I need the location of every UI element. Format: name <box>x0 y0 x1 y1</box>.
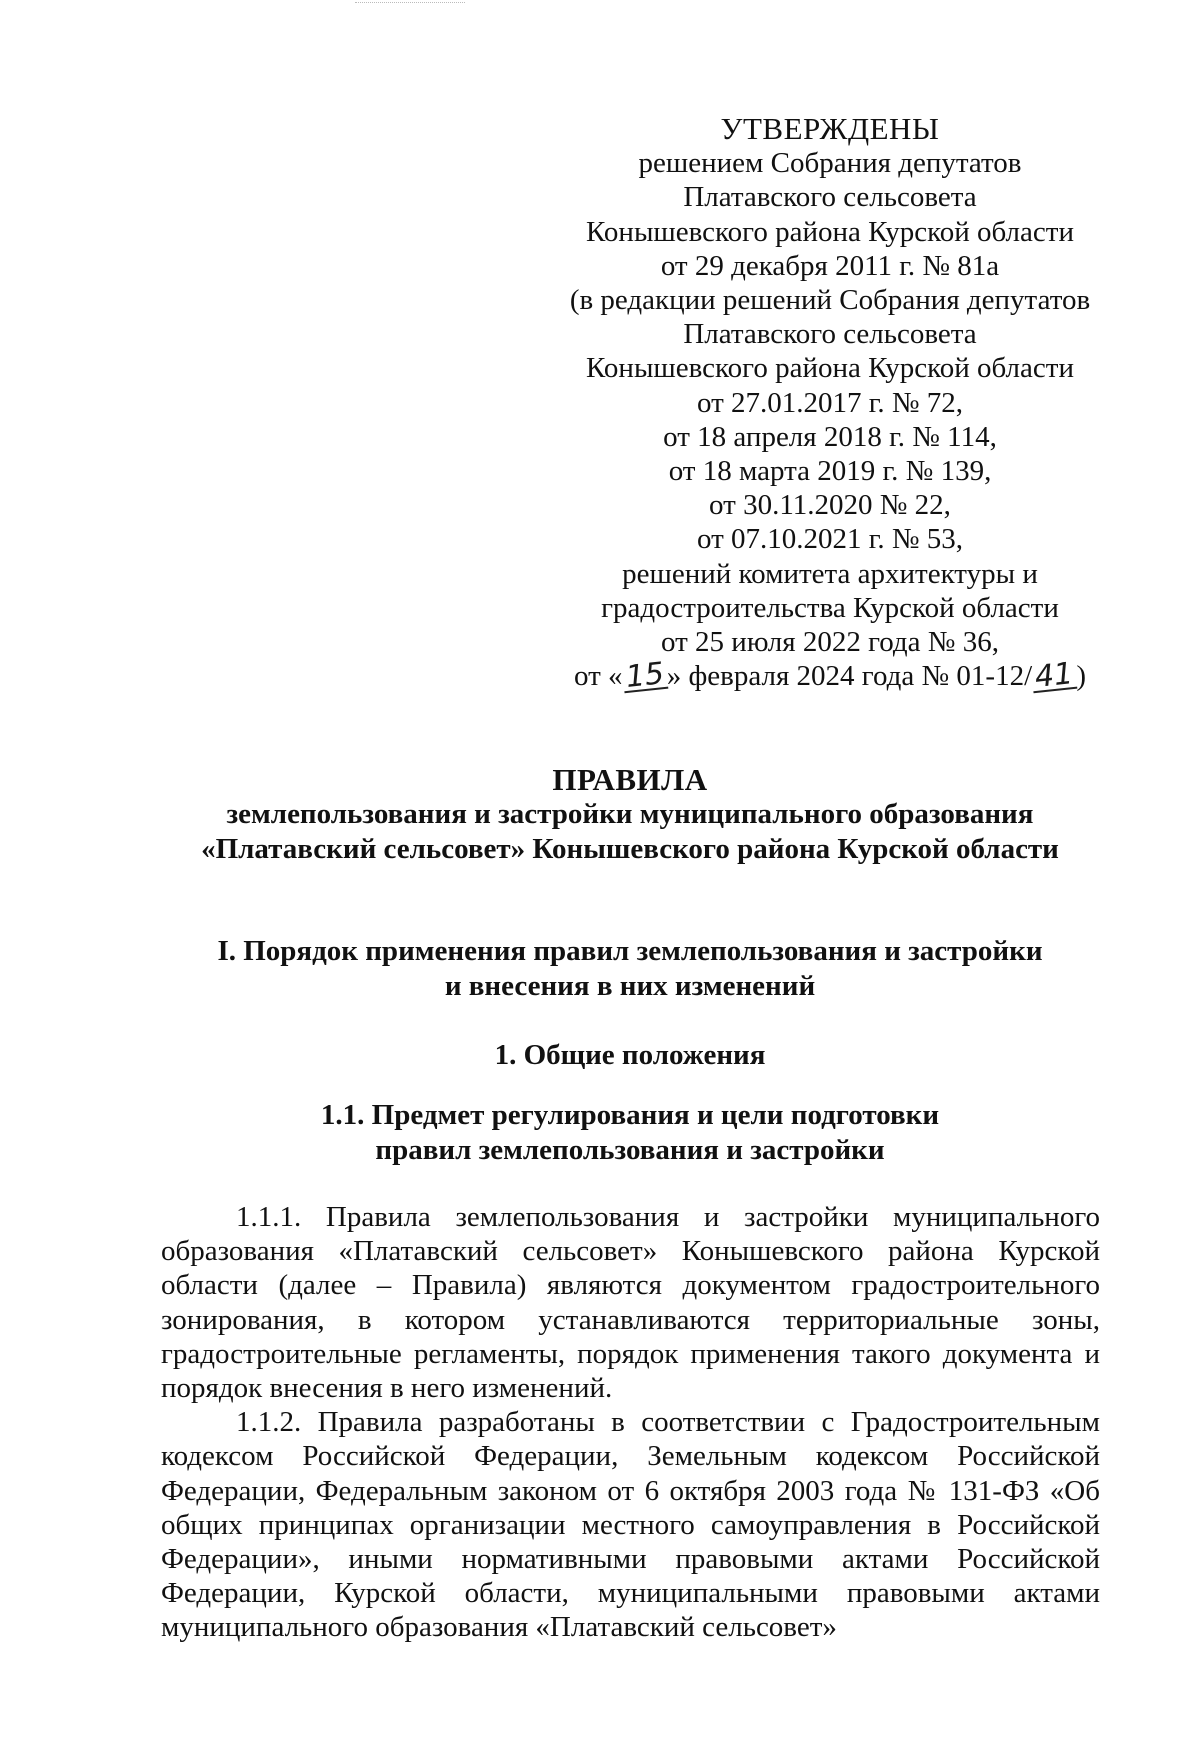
rules-title <box>150 762 1110 867</box>
approval-line: (в редакции решений Собрания депутатов <box>569 284 1091 317</box>
body-text <box>161 1200 1100 1645</box>
rules-title-line: «Платавский сельсовет» Конышевского района Курской области <box>201 833 1059 865</box>
approval-line: решений комитета архитектуры и <box>622 557 1038 590</box>
approval-line: от 18 апреля 2018 г. № 114, <box>663 420 997 453</box>
approval-line: решением Собрания депутатов <box>638 147 1022 180</box>
last-line-middle: » февраля 2024 года № 01-12/ <box>666 660 1033 693</box>
section-title <box>150 934 1110 1004</box>
approval-line: от 29 декабря 2011 г. № 81а <box>660 249 1000 282</box>
approval-line: Конышевского района Курской области <box>586 352 1074 385</box>
rules-heading: ПРАВИЛА <box>552 762 708 797</box>
last-line-prefix: от « <box>574 660 623 693</box>
approval-line: Платавского сельсовета <box>683 181 977 214</box>
approval-line: от 30.11.2020 № 22, <box>709 489 951 522</box>
rules-title-line: землепользования и застройки муниципального образования <box>226 798 1034 830</box>
last-line-suffix: ) <box>1076 660 1086 693</box>
approval-stamp-block <box>560 111 1100 696</box>
subsubsection-title <box>150 1098 1110 1168</box>
section-title-line: и внесения в них изменений <box>444 970 816 1002</box>
approval-line: от 25 июля 2022 года № 36, <box>661 626 999 659</box>
subsubsection-title-line: правил землепользования и застройки <box>375 1134 885 1166</box>
handwritten-number: 41 <box>1031 661 1078 693</box>
approval-last-line <box>560 656 1100 696</box>
subsubsection-title-line: 1.1. Предмет регулирования и цели подготовки <box>320 1099 940 1131</box>
approval-line: Платавского сельсовета <box>683 318 977 351</box>
scan-artifact <box>355 2 465 6</box>
approval-heading: УТВЕРЖДЕНЫ <box>720 111 940 146</box>
approval-line: от 18 марта 2019 г. № 139, <box>668 455 992 488</box>
approval-line: от 27.01.2017 г. № 72, <box>696 386 964 419</box>
approval-line: Конышевского района Курской области <box>586 215 1074 248</box>
paragraph: 1.1.2. Правила разработаны в соответствии с Градостроительным кодексом Российской Федерации, Земельным кодексом Российской Федерации, Федеральным законом от 6 октября 2003 года № 131-ФЗ «Об общих принципах организации местного самоуправления в Российской Федерации», иными нормативными правовыми актами Российской Федерации, Курской области, муниципальными правовыми актами муниципального образования «Платавский сельсовет» <box>161 1406 1100 1644</box>
subsection-title: 1. Общие положения <box>494 1039 766 1071</box>
approval-line: градостроительства Курской области <box>601 591 1059 624</box>
handwritten-day: 15 <box>621 661 668 693</box>
section-title-line: I. Порядок применения правил землепользования и застройки <box>217 935 1043 967</box>
approval-line: от 07.10.2021 г. № 53, <box>696 523 964 556</box>
paragraph: 1.1.1. Правила землепользования и застройки муниципального образования «Платавский сельсовет» Конышевского района Курской области (далее – Правила) являются документом градостроительного зонирования, в котором устанавливаются территориальные зоны, градостроительные регламенты, порядок применения такого документа и порядок внесения в него изменений. <box>161 1201 1100 1405</box>
